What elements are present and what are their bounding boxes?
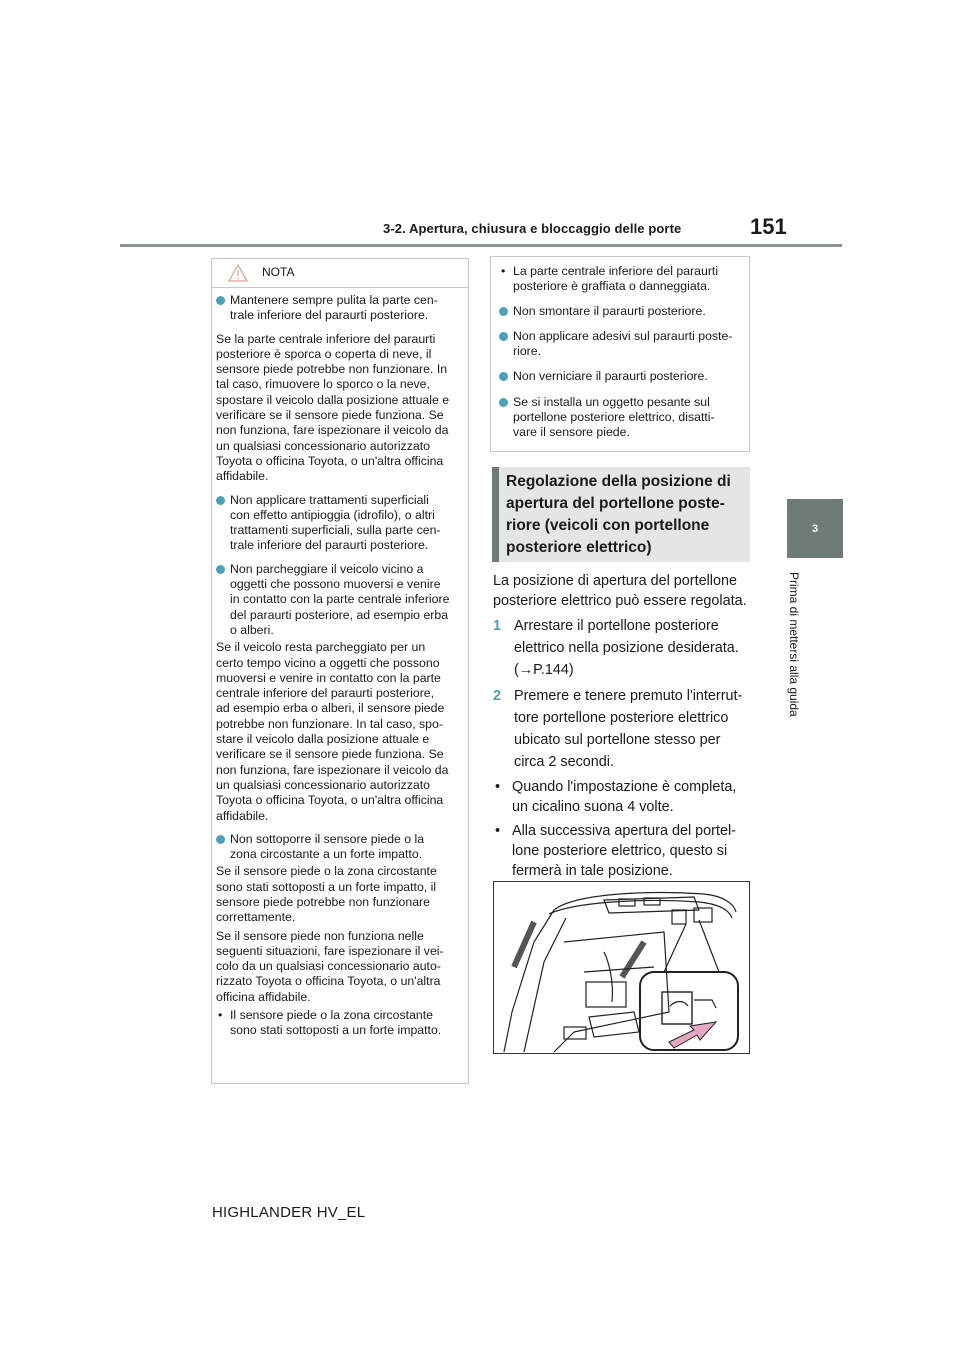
line: verificare se il sensore piede funziona. Se bbox=[216, 747, 444, 762]
line: lone posteriore elettrico, questo si bbox=[512, 843, 728, 859]
continuation-sub-item bbox=[499, 264, 741, 295]
line: Se il sensore piede o la zona circostante bbox=[216, 864, 437, 879]
line: La posizione di apertura del portellone bbox=[493, 573, 738, 589]
line: Toyota o officina Toyota, o un'altra officina bbox=[216, 453, 444, 468]
nota-paragraph-3 bbox=[216, 864, 462, 925]
bullet-dot-icon bbox=[499, 398, 508, 407]
header-rule bbox=[120, 244, 842, 247]
line: Toyota o officina Toyota, o un'altra officina bbox=[216, 793, 444, 808]
line: trattamenti superficiali, sulla parte cen- bbox=[230, 523, 441, 538]
line: rizzato Toyota o officina Toyota, o un'altra bbox=[216, 974, 441, 989]
line: fermerà in tale posizione. bbox=[512, 863, 673, 879]
step-number: 2 bbox=[493, 688, 502, 704]
line: sono stati sottoposti a un forte impatto, il bbox=[216, 879, 437, 894]
chapter-label bbox=[787, 572, 803, 742]
line: portellone posteriore elettrico, disatti- bbox=[513, 410, 715, 425]
line: ubicato sul portellone stesso per bbox=[514, 732, 721, 748]
line: officina affidabile. bbox=[216, 989, 311, 1004]
line: con effetto antipioggia (idrofilo), o altri bbox=[230, 507, 435, 522]
bullet-dot-icon bbox=[499, 332, 508, 341]
continuation-bullet-1 bbox=[499, 304, 741, 319]
nota-bullet-2 bbox=[216, 493, 462, 554]
line: trale inferiore del paraurti posteriore. bbox=[230, 308, 429, 323]
continuation-body bbox=[499, 264, 741, 449]
page-reference-link[interactable]: (→P.144) bbox=[514, 662, 574, 678]
line: un cicalino suona 4 volte. bbox=[512, 799, 674, 815]
line: oggetti che possono muoversi e venire bbox=[230, 577, 441, 592]
line: circa 2 secondi. bbox=[514, 754, 614, 770]
line: sono stati sottoposti a un forte impatto. bbox=[230, 1023, 442, 1038]
line: centrale inferiore del paraurti posteriore, bbox=[216, 686, 435, 701]
line: potrebbe non funzionare. In tal caso, spo- bbox=[216, 716, 443, 731]
tailgate-illustration bbox=[493, 881, 750, 1054]
line: Alla successiva apertura del portel- bbox=[512, 823, 736, 839]
bullet-dot-icon bbox=[216, 296, 225, 305]
bullet-icon: • bbox=[495, 823, 501, 839]
line: vare il sensore piede. bbox=[513, 425, 630, 440]
line: non funziona, fare ispezionare il veicolo da bbox=[216, 762, 449, 777]
line: Mantenere sempre pulita la parte cen- bbox=[230, 293, 438, 307]
bullet-dot-icon bbox=[216, 565, 225, 574]
line: trale inferiore del paraurti posteriore. bbox=[230, 538, 429, 553]
line: Se la parte centrale inferiore del paraurti bbox=[216, 331, 436, 346]
line: spostare il veicolo dalla posizione attuale e bbox=[216, 392, 450, 407]
line: affidabile. bbox=[216, 469, 269, 484]
line: Non applicare adesivi sul paraurti poste- bbox=[513, 328, 733, 343]
nota-bullet-4 bbox=[216, 832, 462, 863]
line: Se il veicolo resta parcheggiato per un bbox=[216, 640, 426, 655]
line: muoversi e venire in contatto con la parte bbox=[216, 670, 441, 685]
line: Quando l'impostazione è completa, bbox=[512, 779, 737, 795]
nota-bullet-1 bbox=[216, 293, 462, 324]
line: seguenti situazioni, fare ispezionare il vei- bbox=[216, 943, 444, 958]
line: riore (veicoli con portellone bbox=[506, 517, 710, 534]
line: correttamente. bbox=[216, 910, 296, 925]
nota-paragraph-4 bbox=[216, 929, 462, 1005]
line: Se si installa un oggetto pesante sul bbox=[513, 394, 710, 409]
chapter-label-text: Prima di mettersi alla guida bbox=[787, 572, 801, 717]
step-2 bbox=[493, 685, 753, 773]
chapter-number: 3 bbox=[811, 522, 819, 535]
warning-triangle-icon bbox=[228, 264, 248, 282]
note-bullet-2 bbox=[493, 821, 753, 881]
nota-body bbox=[216, 293, 462, 1045]
nota-paragraph-1 bbox=[216, 332, 462, 485]
line: ad esempio erba o alberi, il sensore piede bbox=[216, 701, 445, 716]
line: Regolazione della posizione di bbox=[506, 473, 731, 490]
continuation-bullet-3 bbox=[499, 369, 741, 384]
nota-paragraph-2 bbox=[216, 640, 462, 824]
bullet-dot-icon bbox=[216, 496, 225, 505]
line: un qualsiasi concessionario autorizzato bbox=[216, 777, 430, 792]
page-number: 151 bbox=[750, 214, 787, 239]
line: Premere e tenere premuto l'interrut- bbox=[514, 688, 743, 704]
line: Arrestare il portellone posteriore bbox=[514, 618, 719, 634]
bullet-dot-icon bbox=[216, 835, 225, 844]
line: affidabile. bbox=[216, 808, 269, 823]
nota-header bbox=[212, 259, 468, 288]
line: o alberi. bbox=[230, 622, 274, 637]
line: tal caso, rimuovere lo sporco o la neve, bbox=[216, 377, 430, 392]
line: Non sottoporre il sensore piede o la bbox=[230, 831, 425, 846]
line: elettrico nella posizione desiderata. bbox=[514, 640, 739, 656]
line: Il sensore piede o la zona circostante bbox=[230, 1008, 434, 1023]
line: Non verniciare il paraurti posteriore. bbox=[513, 369, 708, 384]
line: colo da un qualsiasi concessionario auto- bbox=[216, 959, 441, 974]
note-bullet-1 bbox=[493, 777, 753, 817]
section-heading bbox=[506, 471, 746, 559]
line: stare il veicolo dalla posizione attuale e bbox=[216, 732, 430, 747]
bullet-icon: • bbox=[218, 1008, 223, 1023]
line: sensore piede potrebbe non funzionare. In bbox=[216, 362, 448, 377]
line: posteriore elettrico) bbox=[506, 539, 652, 556]
line: non funziona, fare ispezionare il veicolo da bbox=[216, 423, 449, 438]
header-section-title: 3-2. Apertura, chiusura e bloccaggio delle porte bbox=[383, 221, 682, 236]
line: riore. bbox=[513, 344, 542, 359]
line: certo tempo vicino a oggetti che possono bbox=[216, 655, 440, 670]
line: zona circostante a un forte impatto. bbox=[230, 847, 423, 862]
bullet-icon: • bbox=[501, 264, 506, 278]
nota-title: NOTA bbox=[262, 265, 295, 279]
line: posteriore elettrico può essere regolata. bbox=[493, 593, 747, 609]
footer-model: HIGHLANDER HV_EL bbox=[212, 1204, 366, 1221]
section-intro bbox=[493, 571, 753, 611]
line: un qualsiasi concessionario autorizzato bbox=[216, 438, 430, 453]
bullet-icon: • bbox=[495, 779, 501, 795]
bullet-dot-icon bbox=[499, 372, 508, 381]
line: Non applicare trattamenti superficiali bbox=[230, 492, 429, 507]
nota-box bbox=[211, 258, 469, 1084]
bullet-dot-icon bbox=[499, 307, 508, 316]
line: posteriore è graffiata o danneggiata. bbox=[513, 279, 711, 294]
section-body bbox=[493, 571, 753, 881]
continuation-bullet-4 bbox=[499, 395, 741, 441]
line: La parte centrale inferiore del paraurti bbox=[513, 264, 719, 278]
tailgate-switch-drawing bbox=[494, 882, 749, 1053]
step-number: 1 bbox=[493, 618, 502, 634]
line: Se il sensore piede non funziona nelle bbox=[216, 928, 424, 943]
section-heading-box bbox=[492, 467, 750, 562]
line: verificare se il sensore piede funziona. Se bbox=[216, 408, 444, 423]
nota-continuation-box bbox=[490, 256, 750, 452]
line: Non parcheggiare il veicolo vicino a bbox=[230, 561, 424, 576]
line: sensore piede potrebbe non funzionare bbox=[216, 894, 430, 909]
continuation-bullet-2 bbox=[499, 329, 741, 360]
line: tore portellone posteriore elettrico bbox=[514, 710, 729, 726]
step-1 bbox=[493, 615, 753, 681]
section-heading-bar bbox=[492, 467, 499, 562]
line: del paraurti posteriore, ad esempio erba bbox=[230, 607, 449, 622]
nota-bullet-3 bbox=[216, 562, 462, 638]
line: Non smontare il paraurti posteriore. bbox=[513, 303, 706, 318]
nota-sub-item-1 bbox=[216, 1008, 462, 1039]
line: in contatto con la parte centrale inferiore bbox=[230, 592, 450, 607]
line: posteriore è sporca o coperta di neve, il bbox=[216, 346, 432, 361]
chapter-tab bbox=[787, 499, 843, 558]
line: apertura del portellone poste- bbox=[506, 495, 725, 512]
